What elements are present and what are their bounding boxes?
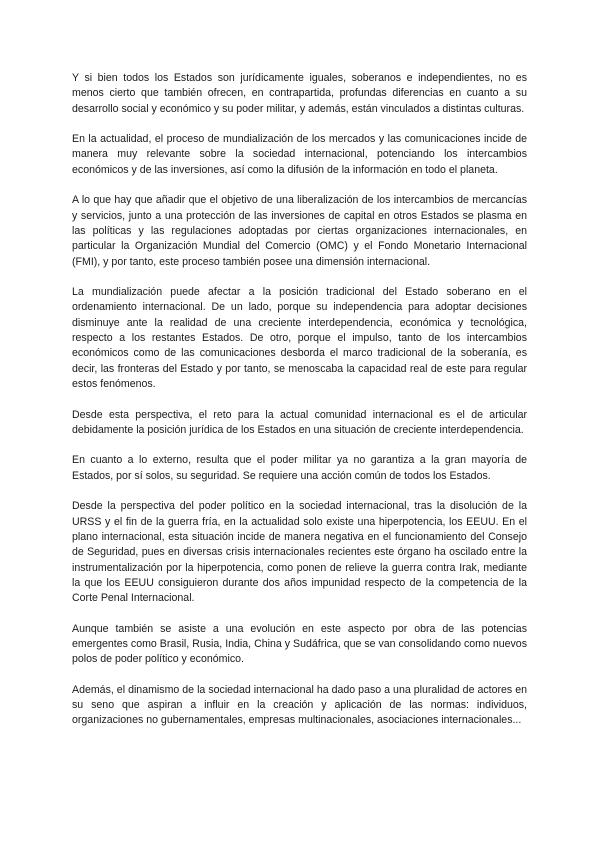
paragraph-7: Desde la perspectiva del poder político en la sociedad internacional, tras la disolución de la URSS y el fin de la guerra fría, en la actualidad solo existe una hiperpotencia, los EEUU. En el plano internacional, esta situación incide de manera negativa en el funcionamiento del Consejo de Seguridad, pues en diversas crisis internacionales recientes este órgano ha oscilado entre la instrumentalización por la hiperpotencia, como ponen de relieve la guerra contra Irak, mediante la que los EEUU consiguieron durante dos años impunidad respecto de la competencia de la Corte Penal Internacional. [72,500,527,605]
paragraph-4: La mundialización puede afectar a la posición tradicional del Estado soberano en el ordenamiento internacional. De un lado, porque su independencia para adoptar decisiones disminuye ante la realidad de una creciente interdependencia, económica y tecnológica, respecto a los restantes Estados. De otro, porque el impulso, tanto de los intercambios económicos como de las comunicaciones desborda el marco tradicional de la soberanía, es decir, las fronteras del Estado y por tanto, se menoscaba la capacidad real de este para regular estos fenómenos. [72,286,527,390]
document-body [72,71,527,744]
paragraph-3: A lo que hay que añadir que el objetivo de una liberalización de los intercambios de mercancías y servicios, junto a una protección de las inversiones de capital en otros Estados se plasma en las políticas y las regulaciones adoptadas por ciertas organizaciones internacionales, en particular la Organización Mundial del Comercio (OMC) y el Fondo Monetario Internacional (FMI), y por tanto, este proceso también posee una dimensión internacional. [72,194,527,268]
paragraph-5: Desde esta perspectiva, el reto para la actual comunidad internacional es el de articular debidamente la posición jurídica de los Estados en una situación de creciente interdependencia. [72,408,527,436]
paragraph-8: Aunque también se asiste a una evolución en este aspecto por obra de las potencias emergentes como Brasil, Rusia, India, China y Sudáfrica, que se van consolidando como nuevos polos de poder político y económico. [72,622,527,666]
paragraph-6: En cuanto a lo externo, resulta que el poder militar ya no garantiza a la gran mayoría de Estados, por sí solos, su seguridad. Se requiere una acción común de todos los Estados. [72,454,527,482]
paragraph-2: En la actualidad, el proceso de mundialización de los mercados y las comunicaciones incide de manera muy relevante sobre la sociedad internacional, potenciando los intercambios económicos y de las inversiones, así como la difusión de la información en todo el planeta. [72,133,527,176]
paragraph-1: Y si bien todos los Estados son jurídicamente iguales, soberanos e independientes, no es menos cierto que también ofrecen, en contrapartida, profundas diferencias en cuanto a su desarrollo social y económico y su poder militar, y además, están vinculados a distintas culturas. [72,72,527,115]
paragraph-9: Además, el dinamismo de la sociedad internacional ha dado paso a una pluralidad de actores en su seno que aspiran a influir en la creación y aplicación de las normas: individuos, organizaciones no gubernamentales, empresas multinacionales, asociaciones internacionales... [72,683,527,727]
